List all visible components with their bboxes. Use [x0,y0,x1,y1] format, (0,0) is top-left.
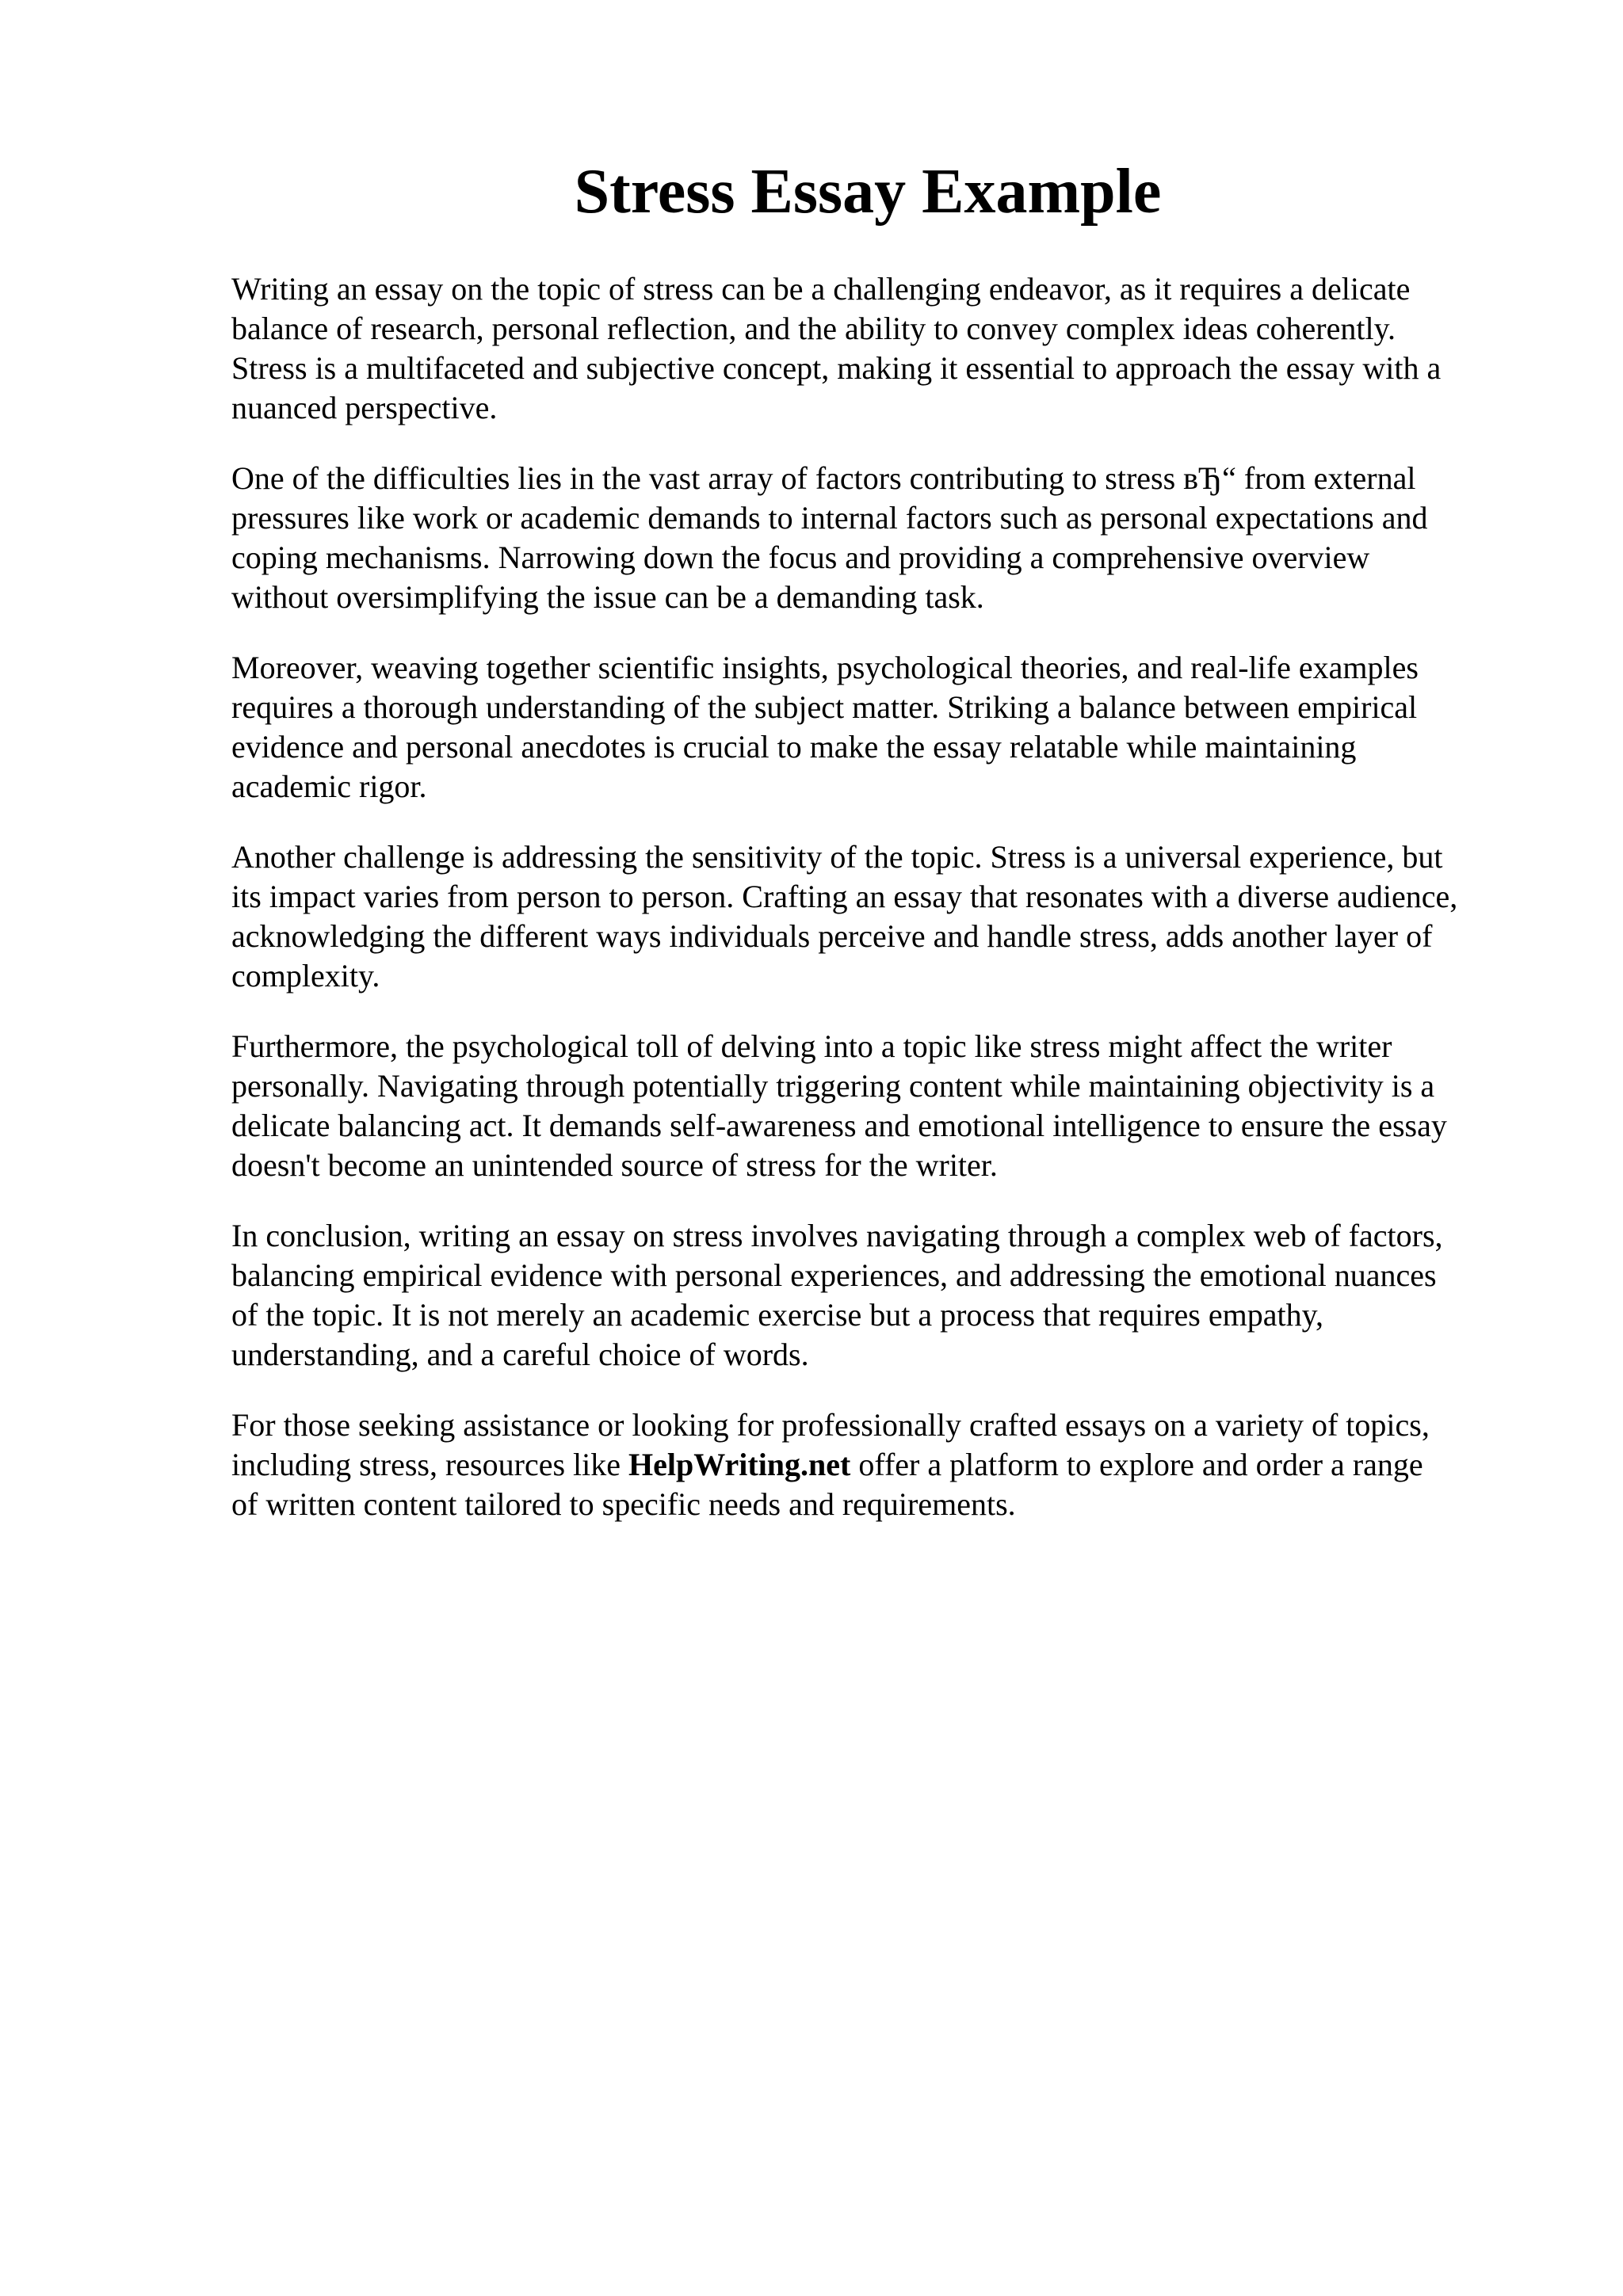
helpwriting-link-text: HelpWriting.net [628,1447,851,1482]
paragraph-closing [231,1405,1515,1524]
paragraph-line: In conclusion, writing an essay on stress involves navigating through a complex web of factors, [231,1218,1443,1253]
paragraph-line: Furthermore, the psychological toll of delving into a topic like stress might affect the writer [231,1028,1392,1064]
paragraph-line: of the topic. It is not merely an academic exercise but a process that requires empathy, [231,1297,1323,1333]
page-title: Stress Essay Example [574,157,1162,227]
paragraph-6 [231,1216,1515,1375]
paragraph-line: nuanced perspective. [231,390,498,425]
paragraph-line: academic rigor. [231,769,427,804]
closing-text-after: offer a platform to explore and order a range [850,1447,1423,1482]
paragraph-line: without oversimplifying the issue can be a demanding task. [231,579,984,615]
paragraph-3 [231,648,1515,807]
paragraph-line: of written content tailored to specific needs and requirements. [231,1486,1016,1522]
paragraph-2 [231,459,1515,617]
paragraph-line: Moreover, weaving together scientific insights, psychological theories, and real-life examples [231,650,1419,685]
paragraph-line: evidence and personal anecdotes is crucial to make the essay relatable while maintaining [231,729,1357,765]
paragraph-line: personally. Navigating through potentially triggering content while maintaining objectivity is a [231,1068,1435,1104]
paragraph-line: complexity. [231,958,380,994]
paragraph-line [231,1445,1515,1485]
paragraph-5 [231,1027,1515,1185]
closing-text-before: including stress, resources like [231,1447,628,1482]
paragraph-line: Writing an essay on the topic of stress can be a challenging endeavor, as it requires a delicate [231,271,1411,307]
paragraph-4 [231,837,1515,996]
paragraph-line: balance of research, personal reflection, and the ability to convey complex ideas coherently. [231,311,1396,346]
paragraph-1 [231,269,1515,428]
paragraph-line: coping mechanisms. Narrowing down the focus and providing a comprehensive overview [231,540,1370,575]
paragraph-line: its impact varies from person to person. Crafting an essay that resonates with a diverse audience, [231,879,1458,914]
paragraph-line: balancing empirical evidence with personal experiences, and addressing the emotional nuances [231,1257,1437,1293]
paragraph-line: For those seeking assistance or looking for professionally crafted essays on a variety of topics, [231,1407,1430,1443]
paragraph-line: doesn't become an unintended source of stress for the writer. [231,1147,998,1183]
paragraph-line: pressures like work or academic demands to internal factors such as personal expectations and [231,500,1428,536]
paragraph-line: requires a thorough understanding of the subject matter. Striking a balance between empirical [231,689,1418,725]
paragraph-line: understanding, and a careful choice of words. [231,1337,809,1372]
paragraph-line: Another challenge is addressing the sensitivity of the topic. Stress is a universal experience, but [231,839,1443,875]
paragraph-line: Stress is a multifaceted and subjective concept, making it essential to approach the essay with a [231,350,1442,386]
paragraph-line: acknowledging the different ways individuals perceive and handle stress, adds another layer of [231,918,1433,954]
paragraph-line: delicate balancing act. It demands self-awareness and emotional intelligence to ensure the essay [231,1108,1447,1143]
essay-body [231,269,1515,1555]
paragraph-line: One of the difficulties lies in the vast array of factors contributing to stress вЂ“ from external [231,460,1416,496]
